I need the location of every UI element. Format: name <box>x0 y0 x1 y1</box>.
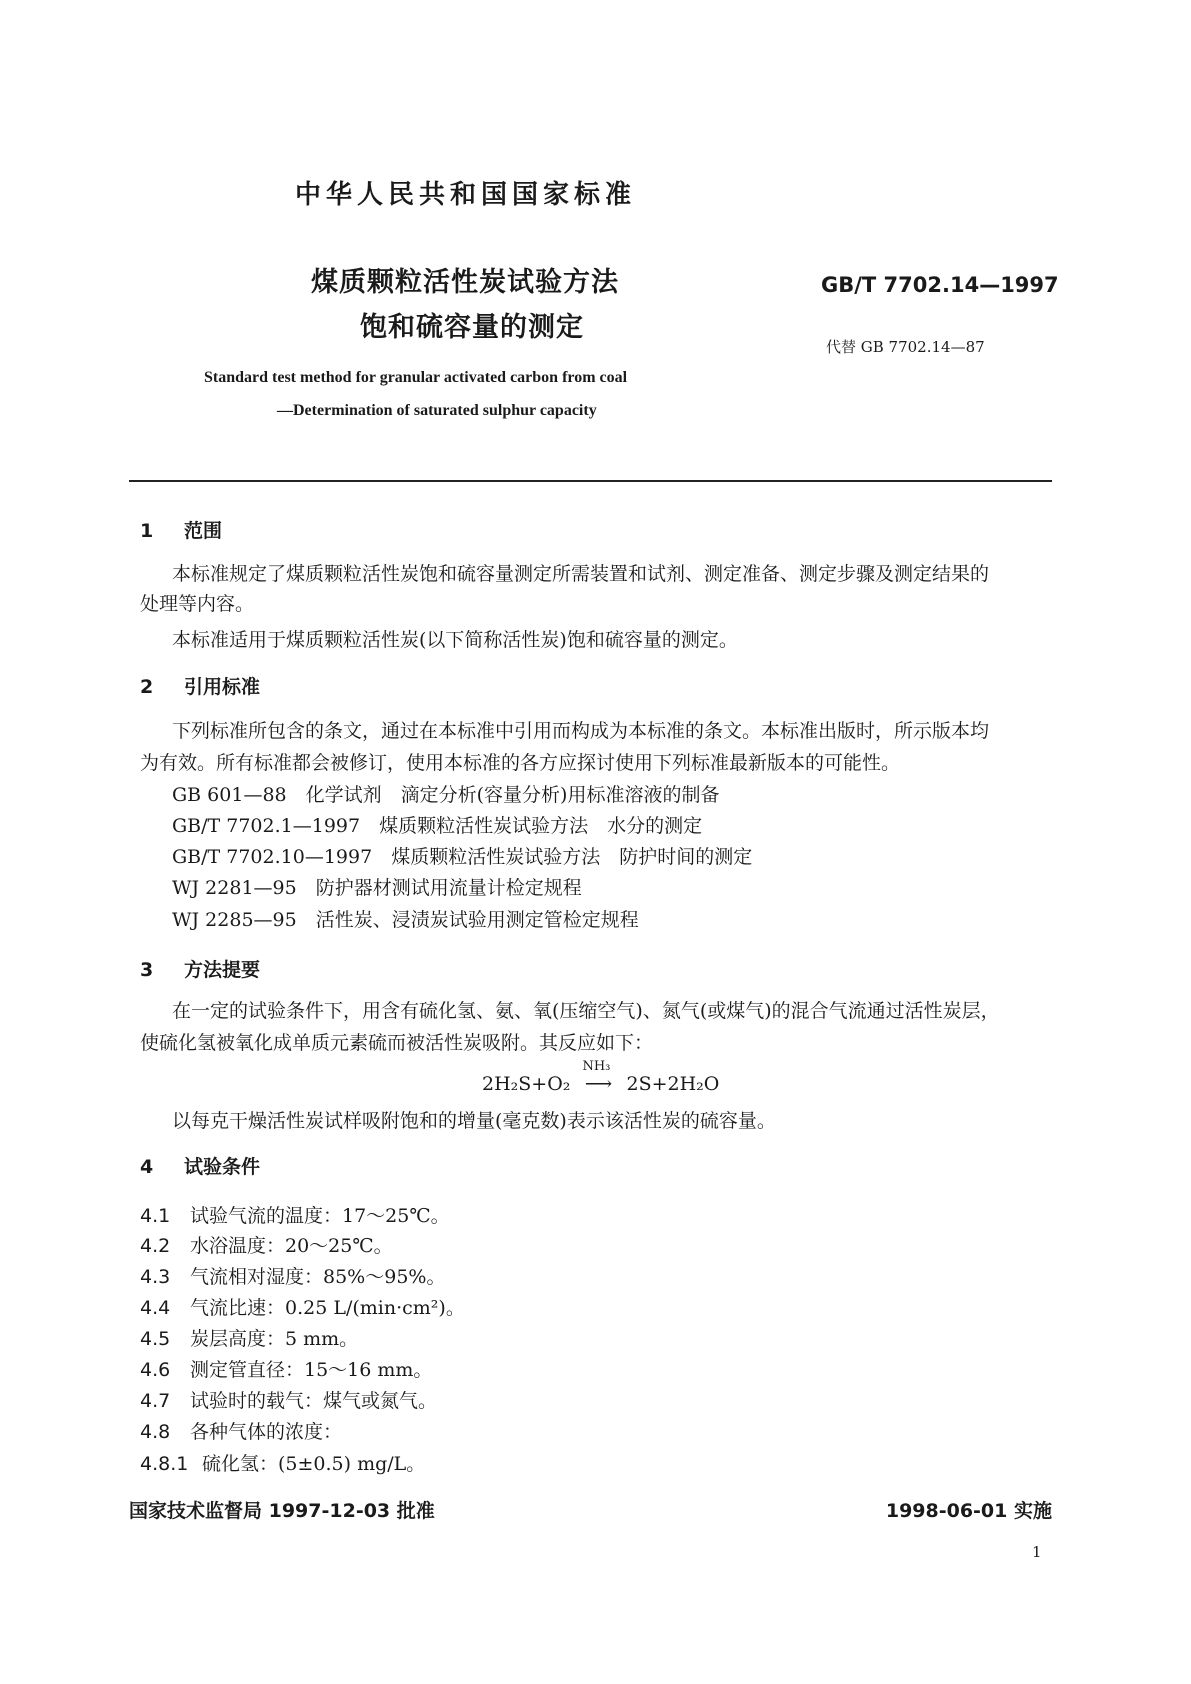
english-title-line1: Standard test method for granular activated carbon from coal <box>204 369 628 386</box>
paragraph-line: 本标准规定了煤质颗粒活性炭饱和硫容量测定所需装置和试剂、测定准备、测定步骤及测定结果的 <box>172 563 990 585</box>
section-title: 试验条件 <box>184 1156 261 1178</box>
condition-item <box>140 1390 437 1412</box>
condition-item <box>140 1453 425 1475</box>
standard-code: GB/T 7702.14—1997 <box>821 273 1059 297</box>
document-title-line2: 饱和硫容量的测定 <box>360 312 584 343</box>
reaction-equation <box>482 1059 720 1095</box>
reference-item <box>172 815 702 837</box>
country-standard-header: 中华人民共和国国家标准 <box>295 180 637 210</box>
section-title: 方法提要 <box>184 959 261 981</box>
equation-reactants: 2H₂S+O₂ <box>482 1073 571 1095</box>
section-number: 2 <box>140 676 154 698</box>
item-number: 4.5 <box>140 1328 171 1350</box>
reference-code: GB/T 7702.1—1997 <box>172 815 361 837</box>
item-text: 炭层高度：5 mm。 <box>190 1328 359 1350</box>
paragraph-line: 下列标准所包含的条文，通过在本标准中引用而构成为本标准的条文。本标准出版时，所示版本均 <box>172 720 990 742</box>
condition-item <box>140 1421 342 1443</box>
document-title-line1: 煤质颗粒活性炭试验方法 <box>311 267 619 298</box>
reaction-arrow: NH₃ ⟶ <box>576 1073 620 1095</box>
item-text: 气流比速：0.25 L/(min·cm²)。 <box>190 1297 465 1319</box>
item-text: 气流相对湿度：85%～95%。 <box>190 1266 446 1288</box>
condition-item <box>140 1266 445 1288</box>
reference-code: WJ 2285—95 <box>172 909 297 931</box>
item-number: 4.8 <box>140 1421 171 1443</box>
page-number: 1 <box>1032 1543 1042 1561</box>
equation-products: 2S+2H₂O <box>626 1073 720 1095</box>
item-number: 4.3 <box>140 1266 171 1288</box>
reference-title: 化学试剂 滴定分析(容量分析)用标准溶液的制备 <box>305 784 720 806</box>
item-number: 4.8.1 <box>140 1453 189 1475</box>
item-text: 水浴温度：20～25℃。 <box>190 1235 393 1257</box>
item-number: 4.6 <box>140 1359 171 1381</box>
reference-item <box>172 877 582 899</box>
paragraph-line: 以每克干燥活性炭试样吸附饱和的增量(毫克数)表示该活性炭的硫容量。 <box>172 1110 776 1132</box>
reference-code: GB/T 7702.10—1997 <box>172 846 373 868</box>
condition-item <box>140 1235 393 1257</box>
section-heading-2 <box>140 672 260 699</box>
replaces-note: 代替 GB 7702.14—87 <box>826 338 985 356</box>
item-text: 试验时的载气：煤气或氮气。 <box>190 1390 438 1412</box>
paragraph-line: 为有效。所有标准都会被修订，使用本标准的各方应探讨使用下列标准最新版本的可能性。 <box>140 752 901 774</box>
reference-title: 防护器材测试用流量计检定规程 <box>315 877 582 899</box>
section-number: 3 <box>140 959 154 981</box>
section-title: 引用标准 <box>184 676 261 698</box>
condition-item <box>140 1297 465 1319</box>
item-number: 4.2 <box>140 1235 171 1257</box>
section-heading-3 <box>140 955 260 982</box>
section-heading-1 <box>140 516 222 543</box>
reference-code: GB 601—88 <box>172 784 287 806</box>
reference-item <box>172 846 752 868</box>
section-number: 4 <box>140 1156 154 1178</box>
item-text: 测定管直径：15～16 mm。 <box>190 1359 433 1381</box>
section-heading-4 <box>140 1152 260 1179</box>
item-number: 4.1 <box>140 1205 171 1227</box>
item-text: 各种气体的浓度： <box>190 1421 343 1443</box>
section-number: 1 <box>140 520 154 542</box>
approval-date: 国家技术监督局 1997-12-03 批准 <box>129 1500 435 1522</box>
item-number: 4.7 <box>140 1390 171 1412</box>
item-text: 硫化氢：(5±0.5) mg/L。 <box>202 1453 426 1475</box>
reference-code: WJ 2281—95 <box>172 877 297 899</box>
paragraph-line: 使硫化氢被氧化成单质元素硫而被活性炭吸附。其反应如下： <box>140 1032 654 1054</box>
reference-item <box>172 909 639 931</box>
paragraph-line: 处理等内容。 <box>140 593 255 615</box>
condition-item <box>140 1205 450 1227</box>
paragraph-line: 在一定的试验条件下，用含有硫化氢、氨、氧(压缩空气)、氮气(或煤气)的混合气流通过活性炭层， <box>172 1000 1000 1022</box>
item-text: 试验气流的温度：17～25℃。 <box>190 1205 450 1227</box>
item-number: 4.4 <box>140 1297 171 1319</box>
reference-title: 煤质颗粒活性炭试验方法 防护时间的测定 <box>391 846 753 868</box>
condition-item <box>140 1328 358 1350</box>
reference-title: 煤质颗粒活性炭试验方法 水分的测定 <box>379 815 703 837</box>
reference-title: 活性炭、浸渍炭试验用测定管检定规程 <box>315 909 639 931</box>
implementation-date: 1998-06-01 实施 <box>885 1500 1052 1522</box>
equation-catalyst: NH₃ <box>582 1059 611 1074</box>
reference-item <box>172 784 719 806</box>
header-divider <box>129 480 1052 482</box>
section-title: 范围 <box>184 520 223 542</box>
condition-item <box>140 1359 432 1381</box>
english-title-line2: —Determination of saturated sulphur capacity <box>277 402 597 419</box>
paragraph-line: 本标准适用于煤质颗粒活性炭(以下简称活性炭)饱和硫容量的测定。 <box>172 629 738 651</box>
